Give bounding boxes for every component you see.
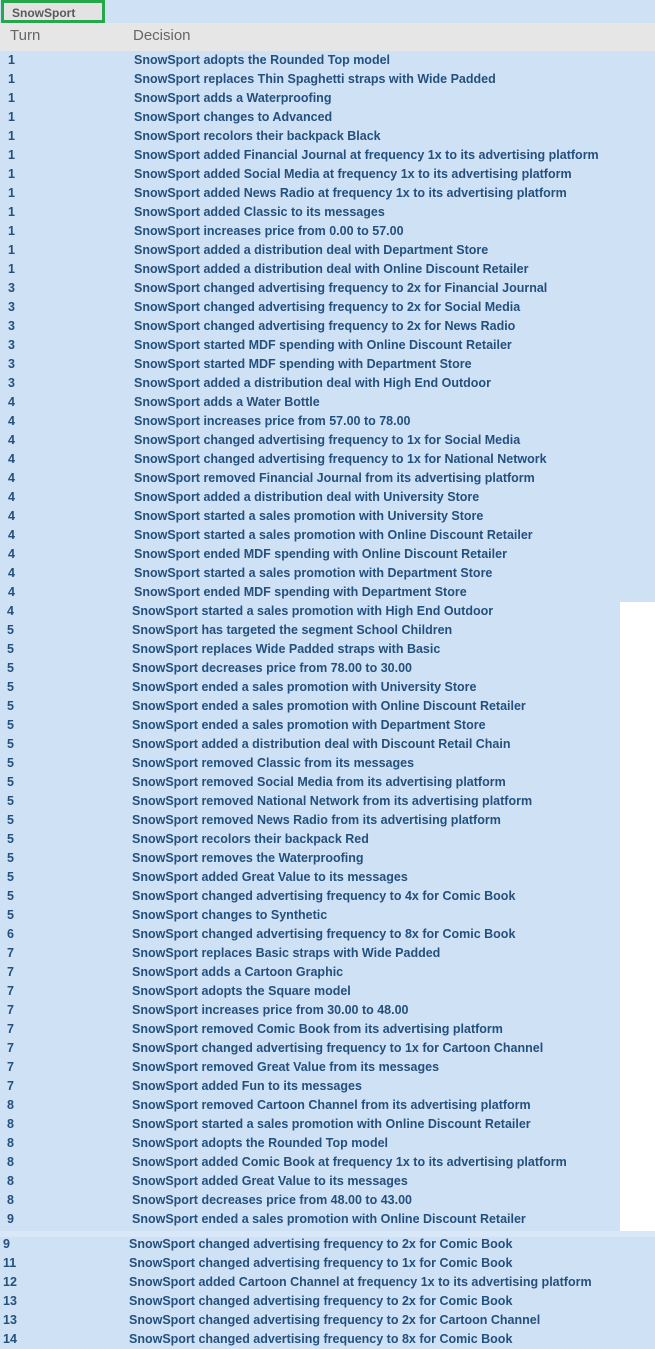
table-row[interactable] bbox=[0, 431, 655, 450]
table-row[interactable] bbox=[0, 450, 655, 469]
table-row[interactable] bbox=[0, 184, 655, 203]
decision-cell: SnowSport started a sales promotion with Online Discount Retailer bbox=[134, 528, 533, 542]
turn-cell: 7 bbox=[7, 1022, 14, 1036]
turn-cell: 4 bbox=[8, 528, 15, 542]
table-row[interactable] bbox=[0, 963, 655, 982]
turn-cell: 4 bbox=[8, 414, 15, 428]
decision-cell: SnowSport has targeted the segment School Children bbox=[132, 623, 453, 637]
decision-cell: SnowSport added a distribution deal with University Store bbox=[134, 490, 480, 504]
turn-cell: 4 bbox=[8, 547, 15, 561]
decision-cell: SnowSport removed Great Value from its messages bbox=[132, 1060, 440, 1074]
turn-cell: 8 bbox=[7, 1155, 14, 1169]
turn-cell: 7 bbox=[7, 965, 14, 979]
table-row[interactable] bbox=[0, 222, 655, 241]
decision-cell: SnowSport added Financial Journal at frequency 1x to its advertising platform bbox=[134, 148, 599, 162]
turn-cell: 8 bbox=[7, 1174, 14, 1188]
table-row[interactable] bbox=[0, 1153, 655, 1172]
decision-cell: SnowSport changed advertising frequency to 8x for Comic Book bbox=[129, 1332, 513, 1346]
turn-cell: 7 bbox=[7, 946, 14, 960]
decision-cell: SnowSport adopts the Rounded Top model bbox=[132, 1136, 388, 1150]
decision-cell: SnowSport removed Comic Book from its advertising platform bbox=[132, 1022, 503, 1036]
table-row[interactable] bbox=[0, 1134, 655, 1153]
turn-cell: 3 bbox=[8, 319, 15, 333]
decision-cell: SnowSport added Great Value to its messages bbox=[132, 1174, 408, 1188]
column-header-decision[interactable]: Decision bbox=[133, 27, 191, 44]
table-row[interactable] bbox=[0, 925, 655, 944]
decision-cell: SnowSport removed News Radio from its advertising platform bbox=[132, 813, 501, 827]
table-row[interactable] bbox=[0, 1254, 655, 1273]
table-row[interactable] bbox=[0, 488, 655, 507]
table-row[interactable] bbox=[0, 868, 655, 887]
column-header-turn[interactable]: Turn bbox=[10, 27, 41, 44]
table-row[interactable] bbox=[0, 1115, 655, 1134]
table-row[interactable] bbox=[0, 716, 655, 735]
turn-cell: 4 bbox=[8, 509, 15, 523]
table-row[interactable] bbox=[0, 70, 655, 89]
table-row[interactable] bbox=[0, 317, 655, 336]
turn-cell: 6 bbox=[7, 927, 14, 941]
decision-cell: SnowSport ended a sales promotion with Department Store bbox=[132, 718, 486, 732]
decision-cell: SnowSport removed Social Media from its advertising platform bbox=[132, 775, 506, 789]
turn-cell: 5 bbox=[7, 870, 14, 884]
turn-cell: 5 bbox=[7, 680, 14, 694]
table-row[interactable] bbox=[0, 1058, 655, 1077]
table-row[interactable] bbox=[0, 203, 655, 222]
table-row[interactable] bbox=[0, 564, 655, 583]
table-row[interactable] bbox=[0, 830, 655, 849]
turn-cell: 4 bbox=[8, 471, 15, 485]
turn-cell: 3 bbox=[8, 338, 15, 352]
table-row[interactable] bbox=[0, 51, 655, 70]
table-row[interactable] bbox=[0, 1191, 655, 1210]
decision-cell: SnowSport replaces Wide Padded straps with Basic bbox=[132, 642, 441, 656]
decision-cell: SnowSport started a sales promotion with University Store bbox=[134, 509, 484, 523]
turn-cell: 1 bbox=[8, 72, 15, 86]
table-row[interactable] bbox=[0, 260, 655, 279]
turn-cell: 5 bbox=[7, 718, 14, 732]
decision-cell: SnowSport changes to Synthetic bbox=[132, 908, 328, 922]
turn-cell: 5 bbox=[7, 813, 14, 827]
turn-cell: 5 bbox=[7, 623, 14, 637]
turn-cell: 7 bbox=[7, 1003, 14, 1017]
turn-cell: 4 bbox=[8, 395, 15, 409]
decision-cell: SnowSport removed National Network from its advertising platform bbox=[132, 794, 533, 808]
decision-cell: SnowSport changed advertising frequency to 1x for National Network bbox=[134, 452, 547, 466]
decision-cell: SnowSport ended a sales promotion with Online Discount Retailer bbox=[132, 699, 526, 713]
table-row[interactable] bbox=[0, 773, 655, 792]
table-row[interactable] bbox=[0, 1096, 655, 1115]
decision-cell: SnowSport removes the Waterproofing bbox=[132, 851, 364, 865]
turn-cell: 4 bbox=[8, 433, 15, 447]
turn-cell: 9 bbox=[3, 1237, 10, 1251]
table-row[interactable] bbox=[0, 906, 655, 925]
turn-cell: 3 bbox=[8, 281, 15, 295]
turn-cell: 9 bbox=[7, 1212, 14, 1226]
decision-cell: SnowSport added Cartoon Channel at frequency 1x to its advertising platform bbox=[129, 1275, 592, 1289]
table-row[interactable] bbox=[0, 944, 655, 963]
table-row[interactable] bbox=[0, 621, 655, 640]
table-row[interactable] bbox=[0, 1273, 655, 1292]
decision-cell: SnowSport added a distribution deal with Department Store bbox=[134, 243, 489, 257]
decision-cell: SnowSport started MDF spending with Online Discount Retailer bbox=[134, 338, 512, 352]
turn-cell: 1 bbox=[8, 129, 15, 143]
decision-cell: SnowSport started a sales promotion with Department Store bbox=[134, 566, 493, 580]
turn-cell: 3 bbox=[8, 357, 15, 371]
decision-cell: SnowSport ended a sales promotion with Online Discount Retailer bbox=[132, 1212, 526, 1226]
decision-cell: SnowSport removed Financial Journal from its advertising platform bbox=[134, 471, 535, 485]
decision-cell: SnowSport changed advertising frequency to 8x for Comic Book bbox=[132, 927, 516, 941]
decision-cell: SnowSport changes to Advanced bbox=[134, 110, 333, 124]
decision-cell: SnowSport decreases price from 78.00 to 30.00 bbox=[132, 661, 412, 675]
turn-cell: 4 bbox=[8, 490, 15, 504]
decision-cell: SnowSport adopts the Rounded Top model bbox=[134, 53, 390, 67]
decision-cell: SnowSport started a sales promotion with High End Outdoor bbox=[132, 604, 494, 618]
turn-cell: 5 bbox=[7, 775, 14, 789]
turn-cell: 7 bbox=[7, 984, 14, 998]
decision-cell: SnowSport removed Cartoon Channel from its advertising platform bbox=[132, 1098, 531, 1112]
turn-cell: 8 bbox=[7, 1098, 14, 1112]
table-row[interactable] bbox=[0, 1077, 655, 1096]
turn-cell: 7 bbox=[7, 1079, 14, 1093]
table-row[interactable] bbox=[0, 811, 655, 830]
decision-cell: SnowSport ended MDF spending with Department Store bbox=[134, 585, 467, 599]
decision-cell: SnowSport replaces Basic straps with Wide Padded bbox=[132, 946, 441, 960]
turn-cell: 14 bbox=[3, 1332, 17, 1346]
turn-cell: 1 bbox=[8, 186, 15, 200]
turn-cell: 12 bbox=[3, 1275, 17, 1289]
decision-cell: SnowSport started a sales promotion with Online Discount Retailer bbox=[132, 1117, 531, 1131]
decision-cell: SnowSport changed advertising frequency to 1x for Cartoon Channel bbox=[132, 1041, 544, 1055]
decision-cell: SnowSport added a distribution deal with High End Outdoor bbox=[134, 376, 491, 390]
decision-cell: SnowSport ended MDF spending with Online Discount Retailer bbox=[134, 547, 507, 561]
turn-cell: 5 bbox=[7, 908, 14, 922]
decision-cell: SnowSport added a distribution deal with Discount Retail Chain bbox=[132, 737, 511, 751]
turn-cell: 1 bbox=[8, 224, 15, 238]
turn-cell: 1 bbox=[8, 167, 15, 181]
decision-cell: SnowSport removed Classic from its messages bbox=[132, 756, 415, 770]
table-row[interactable] bbox=[0, 89, 655, 108]
table-row[interactable] bbox=[0, 697, 655, 716]
turn-cell: 1 bbox=[8, 243, 15, 257]
table-row[interactable] bbox=[0, 887, 655, 906]
table-row[interactable] bbox=[0, 241, 655, 260]
table-row[interactable] bbox=[0, 108, 655, 127]
turn-cell: 13 bbox=[3, 1294, 17, 1308]
tab-snowsport[interactable]: SnowSport bbox=[1, 0, 105, 23]
table-row[interactable] bbox=[0, 1210, 655, 1229]
table-row[interactable] bbox=[0, 1020, 655, 1039]
decision-cell: SnowSport started MDF spending with Department Store bbox=[134, 357, 472, 371]
decision-cell: SnowSport recolors their backpack Red bbox=[132, 832, 369, 846]
decision-cell: SnowSport changed advertising frequency to 2x for Comic Book bbox=[129, 1237, 513, 1251]
table-row[interactable] bbox=[0, 1001, 655, 1020]
table-row[interactable] bbox=[0, 545, 655, 564]
table-row[interactable] bbox=[0, 754, 655, 773]
decision-cell: SnowSport adds a Water Bottle bbox=[134, 395, 320, 409]
table-row[interactable] bbox=[0, 412, 655, 431]
table-row[interactable] bbox=[0, 298, 655, 317]
turn-cell: 7 bbox=[7, 1060, 14, 1074]
turn-cell: 5 bbox=[7, 642, 14, 656]
turn-cell: 13 bbox=[3, 1313, 17, 1327]
table-row[interactable] bbox=[0, 659, 655, 678]
decision-cell: SnowSport increases price from 30.00 to 48.00 bbox=[132, 1003, 409, 1017]
table-row[interactable] bbox=[0, 1311, 655, 1330]
table-row[interactable] bbox=[0, 1292, 655, 1311]
turn-cell: 3 bbox=[8, 376, 15, 390]
decision-cell: SnowSport changed advertising frequency to 4x for Comic Book bbox=[132, 889, 516, 903]
table-row[interactable] bbox=[0, 1330, 655, 1349]
decision-cell: SnowSport increases price from 57.00 to 78.00 bbox=[134, 414, 411, 428]
decision-cell: SnowSport ended a sales promotion with University Store bbox=[132, 680, 477, 694]
table-row[interactable] bbox=[0, 640, 655, 659]
table-row[interactable] bbox=[0, 849, 655, 868]
table-row[interactable] bbox=[0, 1039, 655, 1058]
decision-cell: SnowSport changed advertising frequency to 2x for Comic Book bbox=[129, 1294, 513, 1308]
decision-cell: SnowSport changed advertising frequency to 2x for News Radio bbox=[134, 319, 516, 333]
turn-cell: 8 bbox=[7, 1193, 14, 1207]
decision-cell: SnowSport added Great Value to its messages bbox=[132, 870, 408, 884]
table-row[interactable] bbox=[0, 507, 655, 526]
table-row[interactable] bbox=[0, 393, 655, 412]
table-row[interactable] bbox=[0, 355, 655, 374]
decision-cell: SnowSport decreases price from 48.00 to 43.00 bbox=[132, 1193, 412, 1207]
turn-cell: 5 bbox=[7, 889, 14, 903]
turn-cell: 5 bbox=[7, 737, 14, 751]
decision-cell: SnowSport increases price from 0.00 to 57.00 bbox=[134, 224, 404, 238]
turn-cell: 4 bbox=[8, 566, 15, 580]
decision-cell: SnowSport changed advertising frequency to 2x for Financial Journal bbox=[134, 281, 548, 295]
turn-cell: 1 bbox=[8, 205, 15, 219]
table-row[interactable] bbox=[0, 1235, 655, 1254]
turn-cell: 7 bbox=[7, 1041, 14, 1055]
table-row[interactable] bbox=[0, 165, 655, 184]
table-row[interactable] bbox=[0, 583, 655, 602]
table-row[interactable] bbox=[0, 146, 655, 165]
turn-cell: 5 bbox=[7, 794, 14, 808]
turn-cell: 8 bbox=[7, 1117, 14, 1131]
turn-cell: 1 bbox=[8, 91, 15, 105]
table-row[interactable] bbox=[0, 336, 655, 355]
table-row[interactable] bbox=[0, 374, 655, 393]
turn-cell: 1 bbox=[8, 110, 15, 124]
table-row[interactable] bbox=[0, 602, 655, 621]
turn-cell: 8 bbox=[7, 1136, 14, 1150]
turn-cell: 5 bbox=[7, 661, 14, 675]
decision-cell: SnowSport adds a Waterproofing bbox=[134, 91, 332, 105]
turn-cell: 3 bbox=[8, 300, 15, 314]
decision-cell: SnowSport replaces Thin Spaghetti straps with Wide Padded bbox=[134, 72, 496, 86]
table-header bbox=[0, 23, 655, 51]
decision-cell: SnowSport adds a Cartoon Graphic bbox=[132, 965, 344, 979]
turn-cell: 1 bbox=[8, 53, 15, 67]
decision-cell: SnowSport added Social Media at frequency 1x to its advertising platform bbox=[134, 167, 572, 181]
decision-cell: SnowSport adopts the Square model bbox=[132, 984, 351, 998]
table-row[interactable] bbox=[0, 526, 655, 545]
decision-cell: SnowSport added News Radio at frequency 1x to its advertising platform bbox=[134, 186, 567, 200]
turn-cell: 11 bbox=[3, 1256, 17, 1270]
decision-cell: SnowSport changed advertising frequency to 1x for Social Media bbox=[134, 433, 521, 447]
table-row[interactable] bbox=[0, 279, 655, 298]
table-row[interactable] bbox=[0, 678, 655, 697]
table-row[interactable] bbox=[0, 735, 655, 754]
table-row[interactable] bbox=[0, 792, 655, 811]
table-row[interactable] bbox=[0, 469, 655, 488]
decision-cell: SnowSport added Fun to its messages bbox=[132, 1079, 362, 1093]
turn-cell: 5 bbox=[7, 832, 14, 846]
turn-cell: 5 bbox=[7, 699, 14, 713]
decision-cell: SnowSport added Comic Book at frequency 1x to its advertising platform bbox=[132, 1155, 567, 1169]
turn-cell: 4 bbox=[8, 585, 15, 599]
decision-cell: SnowSport added Classic to its messages bbox=[134, 205, 385, 219]
turn-cell: 4 bbox=[8, 452, 15, 466]
decision-cell: SnowSport changed advertising frequency to 2x for Social Media bbox=[134, 300, 521, 314]
decision-cell: SnowSport changed advertising frequency to 1x for Comic Book bbox=[129, 1256, 513, 1270]
turn-cell: 5 bbox=[7, 851, 14, 865]
turn-cell: 5 bbox=[7, 756, 14, 770]
table-row[interactable] bbox=[0, 982, 655, 1001]
decision-cell: SnowSport added a distribution deal with Online Discount Retailer bbox=[134, 262, 529, 276]
table-row[interactable] bbox=[0, 1172, 655, 1191]
turn-cell: 1 bbox=[8, 148, 15, 162]
table-row[interactable] bbox=[0, 127, 655, 146]
turn-cell: 4 bbox=[7, 604, 14, 618]
decision-cell: SnowSport recolors their backpack Black bbox=[134, 129, 381, 143]
decision-cell: SnowSport changed advertising frequency to 2x for Cartoon Channel bbox=[129, 1313, 541, 1327]
turn-cell: 1 bbox=[8, 262, 15, 276]
